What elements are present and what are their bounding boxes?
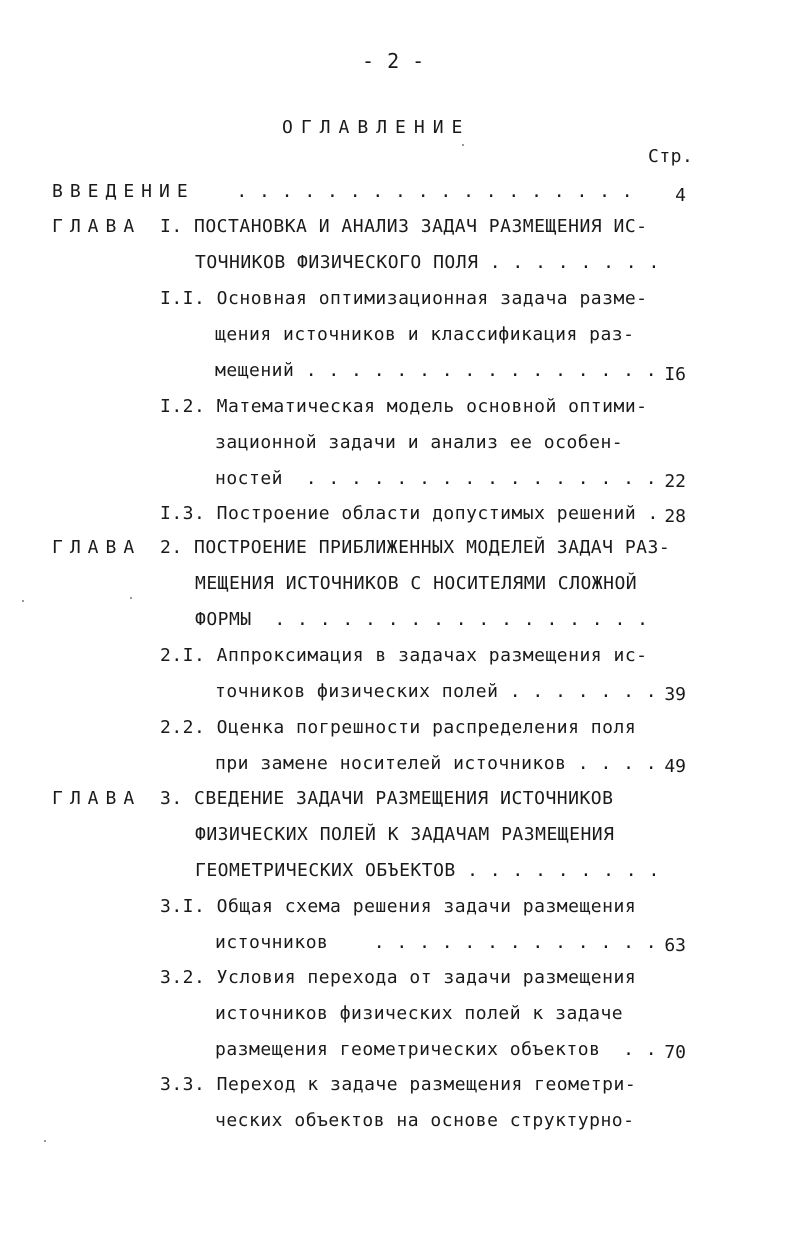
scan-speck <box>462 144 464 146</box>
section-title: I.I. Основная оптимизационная задача разме- <box>160 288 648 309</box>
scan-speck <box>44 1140 46 1142</box>
chapter-title-cont: ТОЧНИКОВ ФИЗИЧЕСКОГО ПОЛЯ . . . . . . . . <box>195 252 660 273</box>
page-ref: I6 <box>664 364 686 385</box>
section-title: I.2. Математическая модель основной оптими- <box>160 396 648 417</box>
section-title: 2.2. Оценка погрешности распределения поля <box>160 717 637 738</box>
chapter-title-cont: ГЕОМЕТРИЧЕСКИХ ОБЪЕКТОВ . . . . . . . . . <box>195 860 660 881</box>
section-title: 3.2. Условия перехода от задачи размещения <box>160 967 637 988</box>
chapter-title-cont: ФИЗИЧЕСКИХ ПОЛЕЙ К ЗАДАЧАМ РАЗМЕЩЕНИЯ <box>195 824 615 845</box>
page-ref: 22 <box>664 471 686 492</box>
chapter-label: ГЛАВА <box>52 216 142 237</box>
section-title-cont: ческих объектов на основе структурно- <box>215 1110 635 1131</box>
chapter-title-cont: ФОРМЫ . . . . . . . . . . . . . . . . . <box>195 609 649 630</box>
section-title-cont: зационной задачи и анализ ее особен- <box>215 432 624 453</box>
page-column-header: Стр. <box>648 146 694 167</box>
section-title-cont: щения источников и классификация раз- <box>215 324 635 345</box>
section-title-cont: при замене носителей источников . . . . <box>215 753 658 774</box>
chapter-title: 2. ПОСТРОЕНИЕ ПРИБЛИЖЕННЫХ МОДЕЛЕЙ ЗАДАЧ РАЗ- <box>160 537 671 558</box>
section-title-cont: размещения геометрических объектов . . <box>215 1039 658 1060</box>
chapter-title-cont: МЕЩЕНИЯ ИСТОЧНИКОВ С НОСИТЕЛЯМИ СЛОЖНОЙ <box>195 573 638 594</box>
toc-title: ОГЛАВЛЕНИЕ <box>282 117 471 138</box>
scan-speck <box>130 597 132 599</box>
section-title-cont: источников физических полей к задаче <box>215 1003 624 1024</box>
section-title-cont: источников . . . . . . . . . . . . . <box>215 932 658 953</box>
toc-line: . . . . . . . . . . . . . . . . . . <box>225 181 634 202</box>
page-ref: 49 <box>664 756 686 777</box>
section-title-cont: мещений . . . . . . . . . . . . . . . . <box>215 360 658 381</box>
chapter-title: 3. СВЕДЕНИЕ ЗАДАЧИ РАЗМЕЩЕНИЯ ИСТОЧНИКОВ <box>160 788 614 809</box>
page-ref: 28 <box>664 506 686 527</box>
section-title-cont: точников физических полей . . . . . . . <box>215 681 658 702</box>
section-title: 2.I. Аппроксимация в задачах размещения ис- <box>160 645 648 666</box>
chapter-label: ГЛАВА <box>52 788 142 809</box>
page-ref: 70 <box>664 1042 686 1063</box>
page-number: - 2 - <box>362 49 425 73</box>
page-ref: 63 <box>664 935 686 956</box>
intro-heading: ВВЕДЕНИЕ <box>52 181 195 202</box>
section-title: I.3. Построение области допустимых решений . <box>160 503 659 524</box>
section-title-cont: ностей . . . . . . . . . . . . . . . . <box>215 468 658 489</box>
page-ref: 39 <box>664 684 686 705</box>
section-title: 3.I. Общая схема решения задачи размещения <box>160 896 637 917</box>
scan-speck <box>22 600 24 602</box>
page-ref: 4 <box>675 185 686 206</box>
chapter-title: I. ПОСТАНОВКА И АНАЛИЗ ЗАДАЧ РАЗМЕЩЕНИЯ ИС- <box>160 216 648 237</box>
chapter-label: ГЛАВА <box>52 537 142 558</box>
section-title: 3.3. Переход к задаче размещения геометри- <box>160 1074 637 1095</box>
